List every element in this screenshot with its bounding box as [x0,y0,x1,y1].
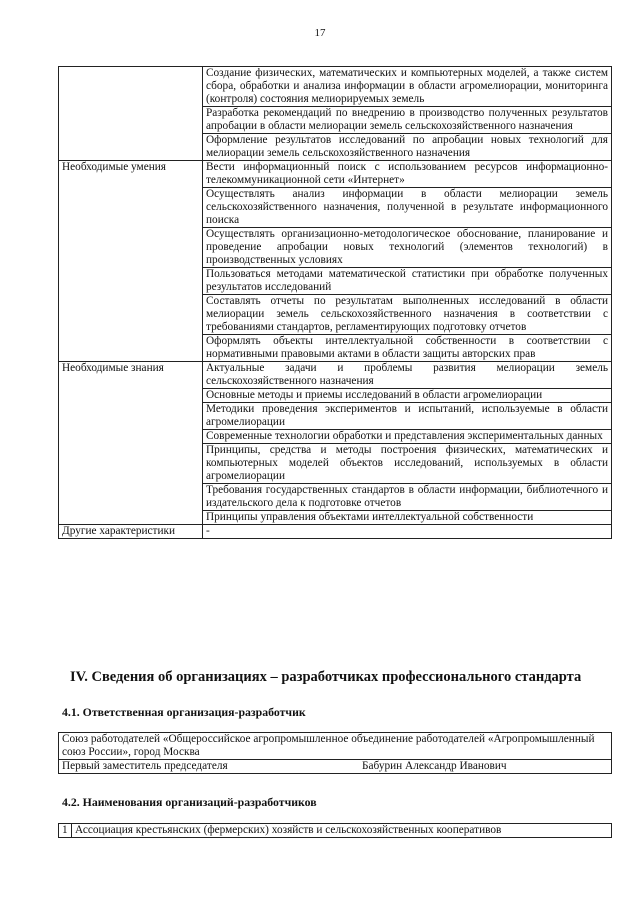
signatory-name: Бабурин Александр Иванович [362,760,507,772]
org-signatory-row [59,760,612,774]
responsible-org-heading: 4.1. Ответственная организация-разработчик [62,705,306,719]
developer-name: Ассоциация крестьянских (фермерских) хозяйств и сельскохозяйственных кооперативов [72,824,612,838]
row-text: Современные технологии обработки и представления экспериментальных данных [203,430,612,444]
developer-row [59,824,612,838]
developers-table [58,823,612,838]
row-label [59,67,203,161]
table-row [59,362,612,389]
row-text: - [203,525,612,539]
signatory-position: Первый заместитель председателя [62,760,228,772]
page-number: 17 [314,27,326,39]
row-text: Вести информационный поиск с использованием ресурсов информационно-телекоммуникационной сети «Интернет» [203,161,612,188]
table-row [59,161,612,188]
row-text: Оформлять объекты интеллектуальной собственности в соответствии с нормативными правовыми актами в области защиты авторских прав [203,335,612,362]
row-text: Пользоваться методами математической статистики при обработке полученных результатов исследований [203,268,612,295]
row-text: Разработка рекомендаций по внедрению в производство полученных результатов апробации в области мелиорации земель сельскохозяйственного назначения [203,107,612,134]
row-label: Необходимые умения [59,161,203,362]
row-text: Составлять отчеты по результатам выполненных исследований в области мелиорации земель сельскохозяйственного назначения в соответствии с требованиями стандартов, регламентирующих подготовку отчетов [203,295,612,335]
row-text: Принципы, средства и методы построения физических, математических и компьютерных моделей объектов исследований, используемых в области агромелиорации [203,444,612,484]
row-text: Принципы управления объектами интеллектуальной собственности [203,511,612,525]
org-name-row [59,733,612,760]
row-text: Методики проведения экспериментов и испытаний, используемые в области агромелиорации [203,403,612,430]
row-label: Другие характеристики [59,525,203,539]
developers-heading: 4.2. Наименования организаций-разработчиков [62,795,317,809]
row-label: Необходимые знания [59,362,203,525]
section-heading: IV. Сведения об организациях – разработчиках профессионального стандарта [70,669,582,685]
row-text: Создание физических, математических и компьютерных моделей, а также систем сбора, обработки и анализа информации в области агромелиорации, мониторинга (контроля) состояния мелиорируемых земель [203,67,612,107]
table-row [59,525,612,539]
org-name: Союз работодателей «Общероссийское агропромышленное объединение работодателей «Агропромышленный союз России», город Москва [59,733,612,760]
responsible-org-table [58,732,612,774]
row-text: Основные методы и приемы исследований в области агромелиорации [203,389,612,403]
competency-table [58,66,612,539]
table-row [59,67,612,107]
developer-number: 1 [59,824,72,838]
row-text: Оформление результатов исследований по апробации новых технологий для мелиорации земель сельскохозяйственного назначения [203,134,612,161]
row-text: Актуальные задачи и проблемы развития мелиорации земель сельскохозяйственного назначения [203,362,612,389]
row-text: Осуществлять организационно-методологическое обоснование, планирование и проведение апробации новых технологий (элементов технологий) в производственных условиях [203,228,612,268]
row-text: Требования государственных стандартов в области информации, библиотечного и издательского дела к подготовке отчетов [203,484,612,511]
row-text: Осуществлять анализ информации в области мелиорации земель сельскохозяйственного назначения, полученной в результате информационного поиска [203,188,612,228]
